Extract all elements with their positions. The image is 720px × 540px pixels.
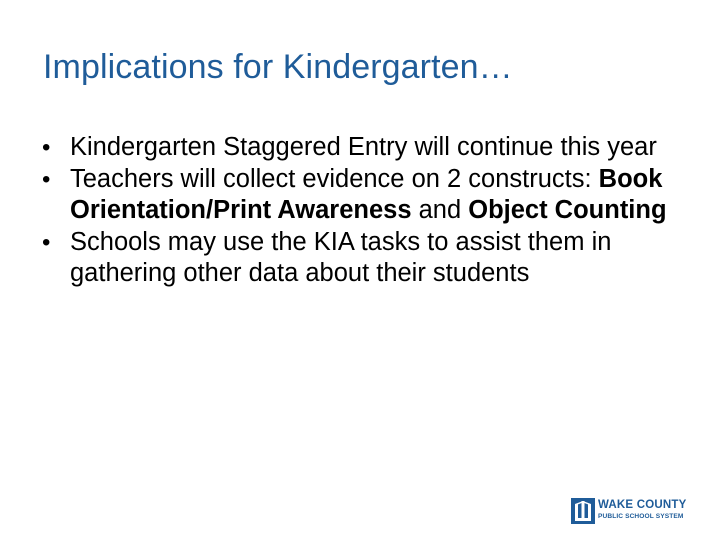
- slide-title: Implications for Kindergarten…: [43, 48, 513, 86]
- bullet-text: Teachers will collect evidence on 2 constructs:: [70, 164, 599, 193]
- logo-name-line2: PUBLIC SCHOOL SYSTEM: [598, 513, 684, 520]
- bullet-list: [30, 132, 690, 290]
- bullet-text-and: and: [411, 196, 469, 224]
- bullet-dot-icon: •: [42, 165, 51, 193]
- bullet-dot-icon: •: [42, 228, 51, 256]
- bullet-item-teachers-evidence: [30, 164, 690, 227]
- bullet-text: Kindergarten Staggered Entry will continue this year: [70, 133, 657, 161]
- bullet-bold-construct-book: Book Orientation/Print Awareness: [70, 164, 663, 224]
- wcpss-logo: [571, 498, 689, 524]
- bullet-bold-construct-counting: Object Counting: [468, 196, 667, 224]
- bullet-text: Schools may use the KIA tasks to assist them in gathering other data about their students: [70, 227, 612, 287]
- bullet-item-staggered-entry: [30, 132, 690, 164]
- bullet-dot-icon: •: [42, 134, 51, 161]
- logo-name-line1: WAKE COUNTY: [598, 499, 687, 511]
- wcpss-logo-icon: [571, 498, 595, 524]
- bullet-item-kia-tasks: [30, 227, 690, 290]
- schoolhouse-icon: [571, 498, 595, 524]
